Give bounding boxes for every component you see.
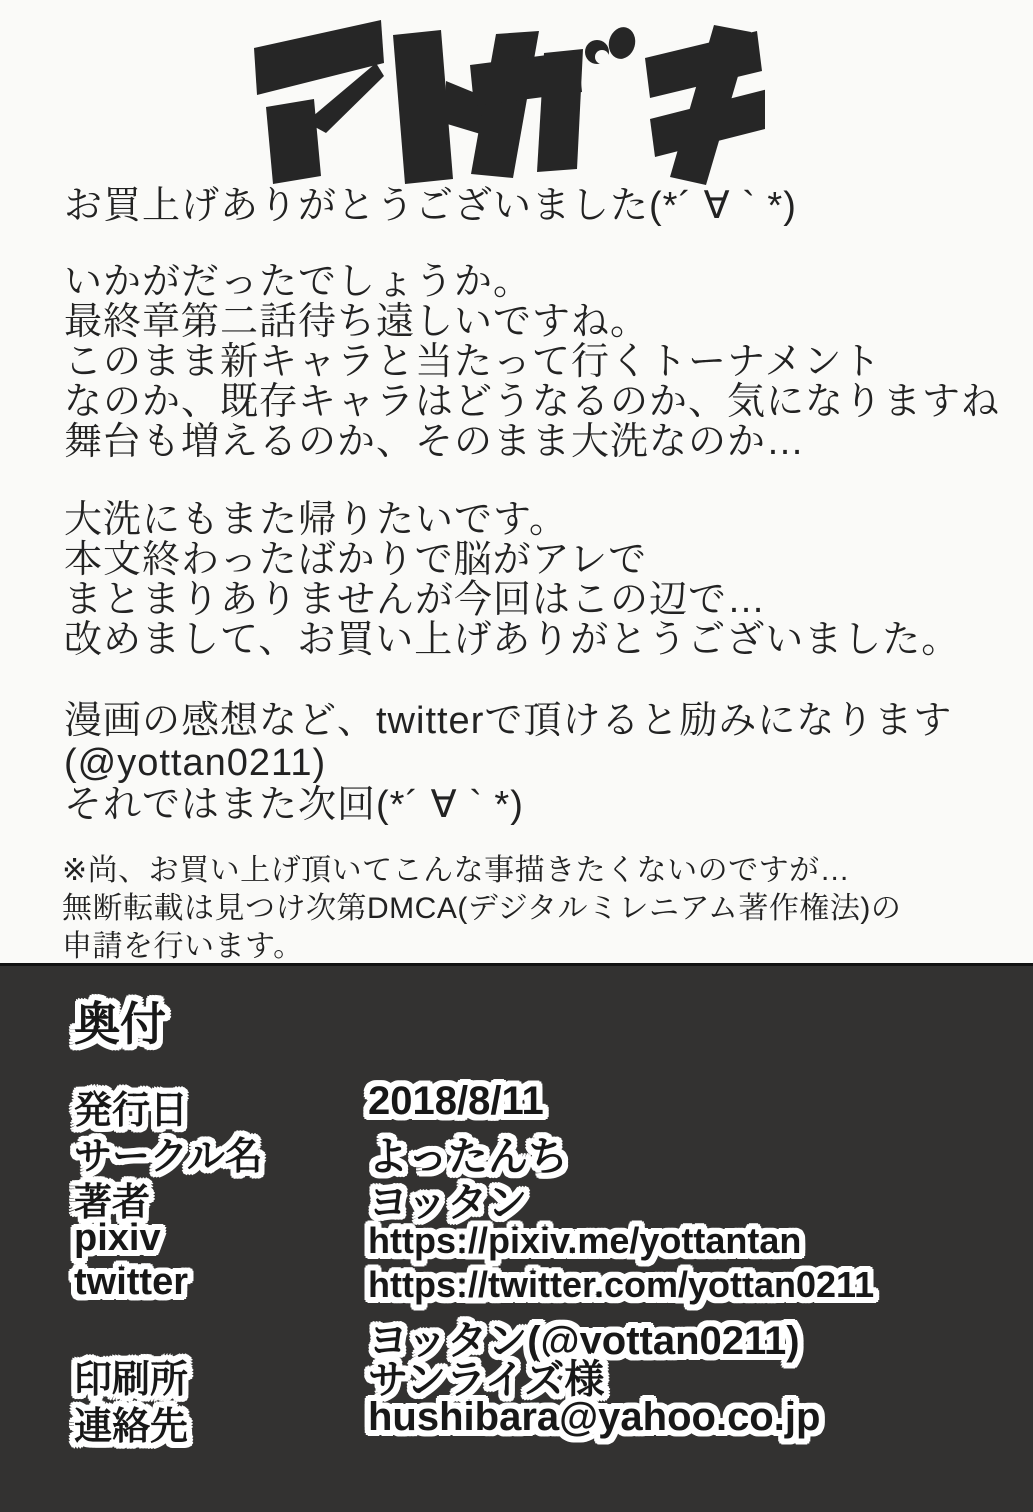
colophon-row-value-email: hushibara@yahoo.co.jp (368, 1395, 821, 1439)
notice-line: 申請を行います。 (62, 930, 304, 963)
text-line: いかがだったでしょうか。 (64, 261, 533, 303)
colophon-row-contact (0, 1395, 1033, 1448)
text-line: 大洗にもまた帰りたいです。 (64, 499, 568, 541)
text-line: 改めまして、お買い上げありがとうございました。 (64, 619, 961, 661)
colophon-heading: 奥付 (74, 998, 166, 1050)
text-line: 舞台も増えるのか、そのまま大洗なのか… (64, 421, 806, 463)
colophon-row-value: ヨッタン(@yottan0211) (368, 1319, 800, 1363)
colophon-row-circle-name (0, 1125, 1033, 1179)
colophon-row-value-twitter-url: https://twitter.com/yottan0211 (368, 1264, 875, 1305)
colophon-row-printer (0, 1348, 1033, 1402)
text-line: なのか、既存キャラはどうなるのか、気になりますね (64, 381, 1001, 423)
colophon-row-label: サークル名 (74, 1136, 263, 1178)
copyright-notice (62, 852, 901, 966)
colophon-row-label: 発行日 (74, 1090, 189, 1132)
paragraph-impressions (64, 262, 1000, 462)
text-line: それではまた次回(*´ ∀ ` *) (64, 784, 524, 826)
text-line: まとまりありませんが今回はこの辺で… (64, 579, 767, 621)
colophon-row-label: twitter (74, 1261, 188, 1303)
notice-line: ※尚、お買い上げ頂いてこんな事描きたくないのですが… (62, 854, 851, 887)
colophon-row-value: 2018/8/11 (368, 1079, 544, 1123)
text-line: 本文終わったばかりで脳がアレで (64, 539, 648, 581)
colophon-row-pixiv (0, 1217, 1033, 1265)
twitter-handle-line: (@yottan0211) (64, 742, 327, 784)
colophon-row-value: サンライズ様 (368, 1358, 605, 1402)
paragraph-closing (64, 500, 960, 660)
colophon-section (0, 963, 1033, 1512)
colophon-row-value: よったんち (368, 1135, 568, 1179)
text-line: このまま新キャラと当たって行くトーナメント (64, 341, 882, 383)
text-line: 最終章第二話待ち遠しいですね。 (64, 301, 650, 343)
colophon-row-value: ヨッタン (368, 1181, 528, 1225)
greeting-line: お買上げありがとうございました(*´ ∀ ` *) (64, 185, 797, 227)
text-line: 漫画の感想など、twitterで頂けると励みになります (64, 700, 953, 742)
colophon-row-label: 印刷所 (74, 1359, 189, 1401)
colophon-row-value-pixiv-url: https://pixiv.me/yottantan (368, 1220, 802, 1261)
colophon-row-author (0, 1171, 1033, 1225)
colophon-row-label: 著者 (74, 1182, 151, 1224)
afterword-title-logo (250, 19, 765, 185)
colophon-row-twitter (0, 1261, 1033, 1309)
colophon-row-label: 連絡先 (74, 1406, 189, 1448)
paragraph-feedback (64, 700, 952, 826)
colophon-row-label: pixiv (74, 1217, 161, 1259)
title-logo-drawing (250, 19, 765, 185)
notice-line: 無断転載は見つけ次第DMCA(デジタルミレニアム著作権法)の (62, 892, 902, 925)
colophon-row-publish-date (0, 1079, 1033, 1132)
